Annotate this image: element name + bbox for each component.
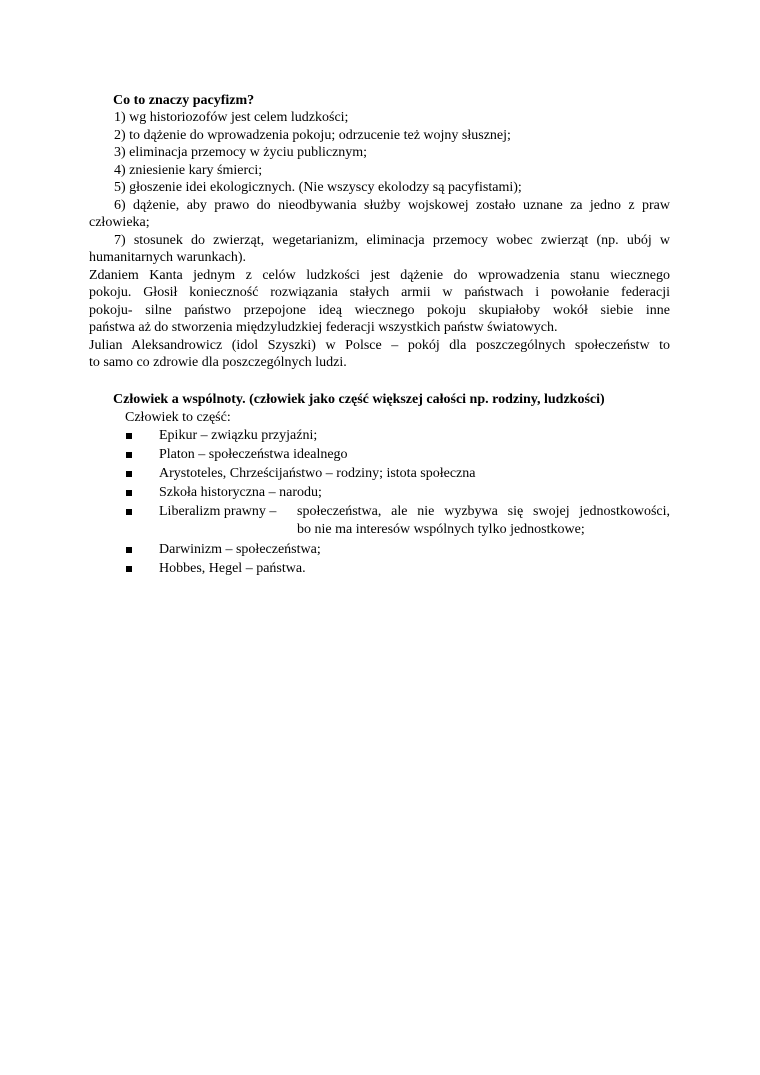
paragraph-line: pokoju. Głosił konieczność rozwiązania stałych armii w państwach i powołanie federacji [89,285,670,300]
bullet-icon [126,433,132,439]
list-item: 3) eliminacja przemocy w życiu publicznym; [114,145,368,160]
julian-paragraph [89,337,670,372]
paragraph-line: państwa aż do stworzenia międzyludzkiej federacji wszystkich państw światowych. [89,320,558,335]
paragraph-line: to samo co zdrowie dla poszczególnych ludzi. [89,355,347,370]
list-item: Platon – społeczeństwa idealnego [159,447,348,462]
bullet-icon [126,471,132,477]
paragraph-line: pokoju- silne państwo przepojone ideą wiecznego pokoju skupiałoby wokół siebie inne [89,302,670,318]
paragraph-line: Julian Aleksandrowicz (idol Szyszki) w Polsce – pokój dla poszczególnych społeczeństw to [89,337,670,353]
list-item-continuation: człowieka; [89,215,150,230]
list-item: Arystoteles, Chrześcijaństwo – rodziny; istota społeczna [159,466,476,481]
definition-line: społeczeństwa, ale nie wyzbywa się swojej jednostkowości, [297,504,670,519]
list-item: Darwinizm – społeczeństwa; [159,542,321,557]
list-item: 5) głoszenie idei ekologicznych. (Nie wszyscy ekolodzy są pacyfistami); [114,180,522,195]
list-item: 4) zniesienie kary śmierci; [114,162,263,178]
bullet-icon [126,452,132,458]
list-item: Hobbes, Hegel – państwa. [159,561,306,576]
section-heading-community: Człowiek a wspólnoty. (człowiek jako część większej całości np. rodziny, ludzkości) [113,392,605,407]
pacifism-list [89,109,670,372]
list-item: 7) stosunek do zwierząt, wegetarianizm, eliminacja przemocy wobec zwierząt (np. ubój w [114,232,670,248]
list-item-continuation: humanitarnych warunkach). [89,250,247,265]
list-item-definition [297,503,670,538]
list-item: Epikur – związku przyjaźni; [159,428,318,443]
list-item: 6) dążenie, aby prawo do nieodbywania służby wojskowej zostało uznane za jedno z praw [114,197,670,213]
list-item: Szkoła historyczna – narodu; [159,485,322,500]
bullet-icon [126,547,132,553]
bullet-icon [126,509,132,515]
bullet-icon [126,490,132,496]
kant-paragraph [89,267,670,337]
bullet-icon [126,566,132,572]
intro-line: Człowiek to część: [125,410,231,425]
section-heading-pacifism: Co to znaczy pacyfizm? [113,93,255,108]
list-item: 1) wg historiozofów jest celem ludzkości; [114,110,349,125]
definition-line: bo nie ma interesów wspólnych tylko jednostkowe; [297,521,585,537]
list-item-term: Liberalizm prawny – [159,504,277,519]
list-item: 2) to dążenie do wprowadzenia pokoju; odrzucenie też wojny słusznej; [114,127,511,143]
paragraph-line: Zdaniem Kanta jednym z celów ludzkości jest dążenie do wprowadzenia stanu wiecznego [89,267,670,283]
